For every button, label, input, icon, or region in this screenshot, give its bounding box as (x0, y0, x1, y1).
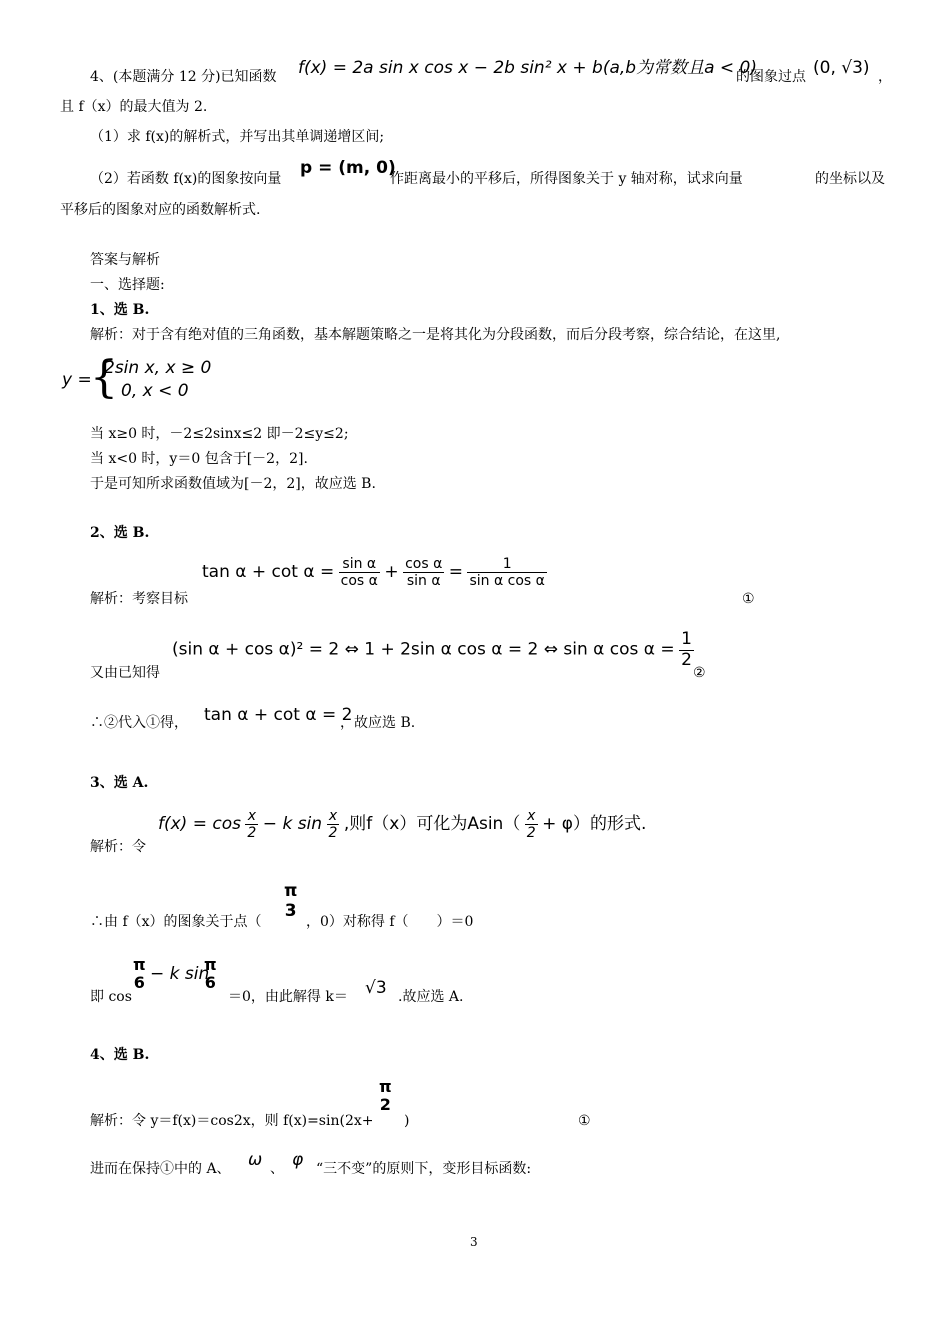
eq1-plus: + (384, 562, 399, 583)
answer3-pi-over-6-a (131, 956, 148, 993)
eq1-frac-1 (339, 556, 380, 589)
answer4-line: 进而在保持①中的 A、 (90, 1161, 231, 1177)
eq3-rest-b: + φ）的形式. (542, 814, 647, 835)
answer1-piece-1: 2sin x, x ≥ 0 (104, 358, 212, 378)
eq3-minus: − k sin (262, 814, 323, 835)
eq1-frac-3 (467, 556, 546, 589)
section-title: 一、选择题: (90, 277, 165, 293)
eq2-left: (sin α + cos α)² = 2 ⇔ 1 + 2sin α cos α = 2 ⇔ sin α cos α = (172, 639, 675, 660)
answer3-pi-over-6-b (202, 956, 219, 993)
answer2-conclusion-a: ∴②代入①得， (90, 715, 188, 731)
answer1-text: 解析：对于含有绝对值的三角函数，基本解题策略之一是将其化为分段函数，而后分段考察，综合结论，在这里, (90, 327, 781, 343)
answer4-omega: ω (248, 1150, 263, 1170)
pi-over-6-a-num: π (133, 955, 146, 974)
eq3-frac-3-den: 2 (526, 825, 536, 842)
answer3-symmetry-b: ，0）对称得 f（ ）＝0 (306, 914, 474, 930)
q4-part2-line2: 平移后的图象对应的函数解析式. (60, 202, 261, 218)
pi-over-2-den: 2 (379, 1095, 391, 1115)
eq3-frac-1 (245, 808, 258, 841)
answer4-text: 解析：令 y＝f(x)＝cos2x，则 f(x)=sin(2x+ (90, 1113, 374, 1129)
eq3-frac-1-den: 2 (247, 825, 257, 842)
answer1-line2: 当 x<0 时，y＝0 包含于[－2，2]. (90, 451, 308, 467)
eq1-frac-2 (403, 556, 444, 589)
answer3-symmetry-a: ∴由 f（x）的图象关于点（ (90, 914, 262, 930)
answer4-pi-over-2 (377, 1078, 394, 1115)
eq1-frac-2-num: cos α (405, 556, 443, 572)
answer1-head: 1、选 B. (90, 302, 150, 318)
eq3-rest-a: ,则f（x）可化为Asin（ (343, 814, 521, 835)
pi-over-6-a-den: 6 (133, 973, 145, 993)
answer2-equation-2 (172, 630, 694, 670)
q4-comma: ， (878, 69, 892, 85)
answer2-mark-2: ② (693, 665, 706, 681)
eq3-frac-3 (525, 808, 538, 841)
answer3-end2: .故应选 A. (398, 989, 464, 1005)
answer3-pi-over-3 (282, 882, 299, 921)
answer2-conclusion-b: ，故应选 B. (340, 715, 416, 731)
eq1-frac-3-num: 1 (467, 556, 546, 573)
answer4-line-b: “三不变”的原则下，变形目标函数: (316, 1161, 532, 1177)
pi-over-6-b-den: 6 (204, 973, 216, 993)
eq1-equals: = (448, 562, 464, 583)
answer2-mark-1: ① (742, 591, 755, 607)
eq1-frac-2-den: sin α (406, 573, 441, 590)
eq1-left: tan α + cot α = (202, 562, 335, 583)
answer4-close-paren: ) (404, 1113, 410, 1129)
answer3-end: ＝0，由此解得 k＝ (228, 989, 348, 1005)
eq2-frac-den: 2 (681, 649, 692, 670)
eq1-frac-1-num: sin α (339, 556, 380, 573)
answer1-line3: 于是可知所求函数值域为[－2，2]，故应选 B. (90, 476, 376, 492)
answer1-piece-2: 0, x < 0 (121, 381, 189, 401)
page-number: 3 (470, 1235, 478, 1249)
answer1-piece-y: y = (62, 370, 92, 390)
eq1-frac-3-den: sin α cos α (469, 573, 545, 590)
pi-over-3-num: π (284, 881, 298, 901)
q4-vector: p = (m, 0) (300, 158, 396, 178)
pi-over-6-b-num: π (204, 955, 217, 974)
pi-over-2-num: π (379, 1077, 392, 1096)
eq2-frac-num: 1 (681, 629, 692, 649)
eq3-frac-1-num: x (245, 808, 258, 825)
q4-point: (0, √3) (813, 58, 870, 78)
eq3-frac-2-den: 2 (328, 825, 338, 842)
answer2-label-2: 又由已知得 (90, 665, 160, 681)
answer3-ji-cos: 即 cos (90, 989, 132, 1005)
eq2-frac (679, 630, 694, 670)
q4-mid-text: 的图象过点 (736, 69, 806, 85)
answer3-head: 3、选 A. (90, 775, 149, 791)
answer4-phi: φ (292, 1150, 304, 1170)
q4-part2-c: 的坐标以及 (815, 171, 885, 187)
answers-title: 答案与解析 (90, 252, 160, 268)
q4-part2-a: （2）若函数 f(x)的图象按向量 (90, 171, 282, 187)
eq3-frac-2 (327, 808, 340, 841)
answer2-conclusion-eq: tan α + cot α = 2 (204, 705, 353, 725)
answer2-equation-1 (202, 556, 547, 589)
eq3-f: f(x) = cos (158, 814, 241, 835)
answer2-head: 2、选 B. (90, 525, 150, 541)
answer3-label: 解析：令 (90, 839, 146, 855)
answer3-sqrt3: √3 (365, 978, 387, 998)
eq3-frac-2-num: x (327, 808, 340, 825)
q4-line2: 且 f（x）的最大值为 2. (60, 99, 208, 115)
answer2-label-1: 解析：考察目标 (90, 591, 188, 607)
q4-label: 4、(本题满分 12 分)已知函数 (90, 69, 277, 85)
answer4-sep: 、 (270, 1161, 284, 1177)
q4-part1: （1）求 f(x)的解析式，并写出其单调递增区间; (90, 129, 385, 145)
eq1-frac-1-den: cos α (340, 573, 378, 590)
answer1-brace: { (90, 352, 118, 403)
answer4-mark: ① (578, 1113, 591, 1129)
q4-formula: f(x) = 2a sin x cos x − 2b sin² x + b(a,b为常数且a < 0) (298, 58, 757, 78)
pi-over-3-den: 3 (284, 900, 297, 921)
answer1-line1: 当 x≥0 时，－2≤2sinx≤2 即－2≤y≤2; (90, 426, 349, 442)
answer3-equation (158, 808, 646, 841)
eq3-frac-3-num: x (525, 808, 538, 825)
answer4-head: 4、选 B. (90, 1047, 150, 1063)
q4-part2-b: 作距离最小的平移后，所得图象关于 y 轴对称，试求向量 (390, 171, 743, 187)
answer3-k-sin: − k sin (150, 964, 210, 984)
